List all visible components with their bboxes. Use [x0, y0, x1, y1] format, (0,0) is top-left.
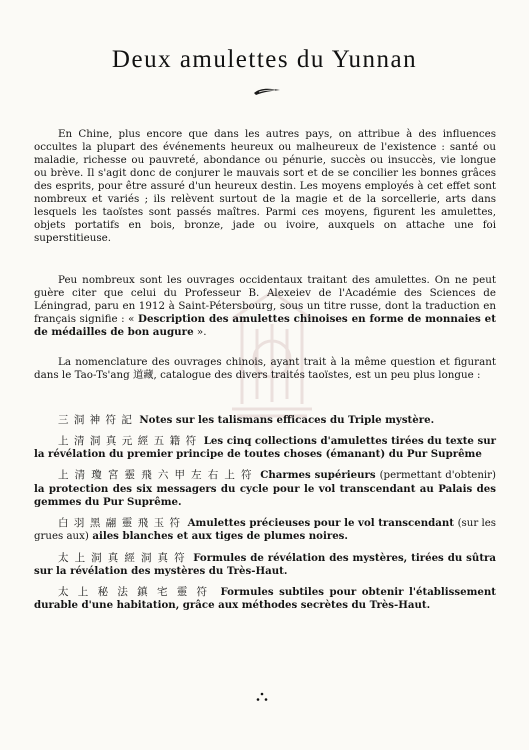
entry-translation: Les cinq collections d'amulettes tirées du texte sur la révélation du premier principe de toutes choses (émanant) du Pur Suprême	[34, 435, 497, 461]
title-ornament	[253, 86, 281, 96]
entry-translation-end: la protection des six messagers du cycle pour le vol transcendant au Palais des gemmes du Pur Suprême.	[34, 482, 496, 509]
paragraph-text: La nomenclature des ouvrages chinois, ayant trait à la même question et figurant dans le Tao-Ts'ang 道藏, catalogue des divers traités taoïstes, est un peu plus longue :	[34, 356, 496, 381]
paragraph-text: Peu nombreux sont les ouvrages occidentaux traitant des amulettes. On ne peut guère citer que celui du Professeur B. Alexeiev de l'Académie des Sciences de Léningrad, paru en 1912 à Saint-Pétersbourg, sous un titre russe, dont la traduction en français signifie : «	[34, 274, 496, 325]
chinese-title: 太 上 秘 法 鎮 宅 靈 符	[58, 585, 211, 598]
entry-translation: Notes sur les talismans efficaces du Triple mystère.	[139, 414, 435, 426]
works-list	[34, 414, 496, 620]
list-item	[34, 586, 496, 613]
book-title: Description des amulettes chinoises en forme de monnaies et de médailles de bon augure	[34, 313, 496, 338]
end-ornament	[255, 692, 269, 702]
list-item	[34, 517, 496, 544]
references-paragraph	[34, 274, 496, 339]
list-item	[34, 414, 496, 427]
chinese-title: 三 洞 神 符 記	[58, 414, 133, 426]
list-item	[34, 469, 496, 509]
chinese-title: 太 上 洞 真 經 洞 真 符	[58, 551, 186, 564]
intro-paragraph	[34, 128, 496, 245]
entry-gloss: (permettant d'obtenir)	[379, 470, 496, 482]
entry-translation-end: ailes blanches et aux tiges de plumes noires.	[88, 530, 348, 543]
entry-translation: Charmes supérieurs	[260, 469, 380, 482]
page-title: Deux amulettes du Yunnan	[111, 46, 418, 73]
chinese-title: 上 清 洞 真 元 經 五 籍 符	[58, 435, 198, 448]
chinese-title: 白 羽 黑 翮 靈 飛 玉 符	[58, 517, 182, 530]
entry-translation: Formules de révélation des mystères, tirées du sûtra sur la révélation des mystères du Très-Haut.	[34, 551, 496, 577]
list-item	[34, 435, 496, 462]
entry-translation: Amulettes précieuses pour le vol transcendant	[187, 517, 458, 530]
entry-gloss: (sur les grues aux)	[34, 518, 496, 543]
nomenclature-paragraph	[34, 356, 496, 382]
list-item	[34, 552, 496, 579]
entry-translation: Formules subtiles pour obtenir l'établissement durable d'une habitation, grâce aux méthodes secrètes du Très-Haut.	[34, 585, 496, 612]
paragraph-text: En Chine, plus encore que dans les autres pays, on attribue à des influences occultes la plupart des événements heureux ou malheureux de l'existence : santé ou maladie, richesse ou pauvreté, abondance ou pénurie, succès ou insuccès, vie longue ou brève. Il s'agit donc de conjurer le mauvais sort et de se concilier les bonnes grâces des esprits, pour être assuré d'un heureux destin. Les moyens employés à cet effet sont nombreux et variés ; ils relèvent surtout de la magie et de la sorcellerie, arts dans lesquels les taoïstes sont passés maîtres. Parmi ces moyens, figurent les amulettes, objets portatifs en bois, bronze, jade ou ivoire, auxquels on attache une foi superstitieuse.	[34, 128, 496, 244]
chinese-title: 上 清 瓊 宮 靈 飛 六 甲 左 右 上 符	[58, 469, 253, 482]
paragraph-text-end: ».	[193, 326, 207, 338]
